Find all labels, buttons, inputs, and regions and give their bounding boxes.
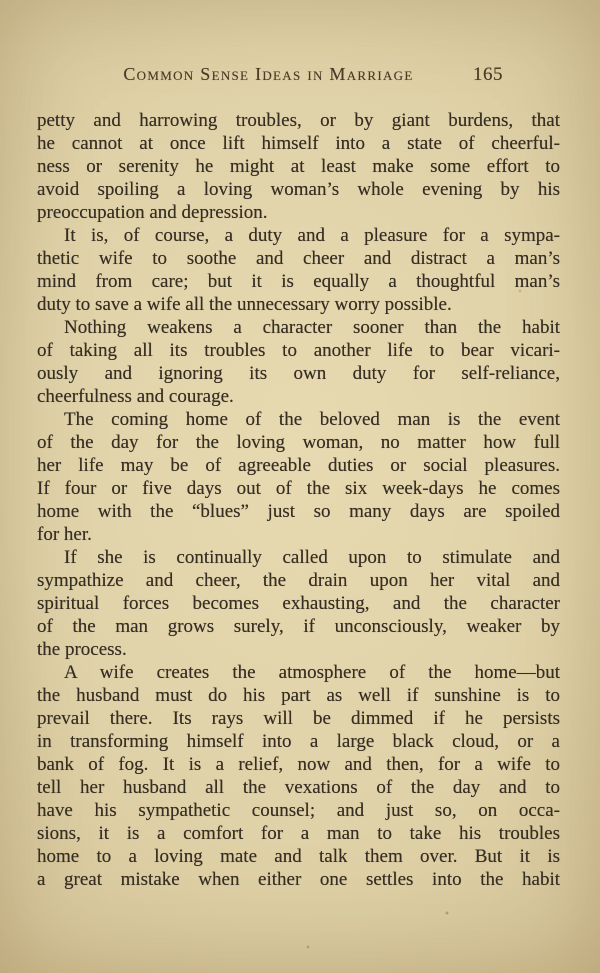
text-line: sympathize and cheer, the drain upon her vital and bbox=[37, 570, 560, 591]
text-line: sions, it is a comfort for a man to take his troubles bbox=[37, 823, 560, 844]
text-line: ness or serenity he might at least make some effort to bbox=[37, 156, 560, 177]
text-line: of the day for the loving woman, no matter how full bbox=[37, 432, 560, 453]
text-line: thetic wife to soothe and cheer and distract a man’s bbox=[37, 248, 560, 269]
text-line: mind from care; but it is equally a thoughtful man’s bbox=[37, 271, 560, 292]
text-line: have his sympathetic counsel; and just so, on occa- bbox=[37, 800, 560, 821]
text-line: petty and harrowing troubles, or by giant burdens, that bbox=[37, 110, 560, 131]
text-line: If four or five days out of the six week-days he comes bbox=[37, 478, 560, 499]
text-line: tell her husband all the vexations of the day and to bbox=[37, 777, 560, 798]
text-line: of taking all its troubles to another life to bear vicari- bbox=[37, 340, 560, 361]
running-head-title: Common Sense Ideas in Marriage bbox=[123, 64, 414, 84]
page-number: 165 bbox=[473, 64, 503, 85]
text-line: a great mistake when either one settles into the habit bbox=[37, 869, 560, 890]
text-line: cheerfulness and courage. bbox=[37, 386, 234, 407]
text-line: for her. bbox=[37, 524, 92, 545]
text-line: home with the “blues” just so many days are spoiled bbox=[37, 501, 560, 522]
paragraph bbox=[37, 109, 560, 224]
text-line: of the man grows surely, if unconsciously, weaker by bbox=[37, 616, 560, 637]
text-line: If she is continually called upon to stimulate and bbox=[64, 547, 560, 568]
paragraph bbox=[37, 316, 560, 408]
text-line: bank of fog. It is a relief, now and then, for a wife to bbox=[37, 754, 560, 775]
paragraph bbox=[37, 408, 560, 546]
text-line: A wife creates the atmosphere of the home—but bbox=[64, 662, 560, 683]
text-line: duty to save a wife all the unnecessary worry possible. bbox=[37, 294, 452, 315]
text-line: preoccupation and depression. bbox=[37, 202, 268, 223]
text-line: the husband must do his part as well if sunshine is to bbox=[37, 685, 560, 706]
text-line: in transforming himself into a large black cloud, or a bbox=[37, 731, 560, 752]
paragraph bbox=[37, 224, 560, 316]
page-header bbox=[37, 64, 560, 88]
text-line: The coming home of the beloved man is the event bbox=[64, 409, 560, 430]
paragraph bbox=[37, 661, 560, 891]
text-line: the process. bbox=[37, 639, 127, 660]
text-line: home to a loving mate and talk them over. But it is bbox=[37, 846, 560, 867]
text-line: ously and ignoring its own duty for self-reliance, bbox=[37, 363, 560, 384]
text-line: Nothing weakens a character sooner than the habit bbox=[64, 317, 560, 338]
text-line: It is, of course, a duty and a pleasure for a sympa- bbox=[64, 225, 560, 246]
text-line: prevail there. Its rays will be dimmed if he persists bbox=[37, 708, 560, 729]
paragraph bbox=[37, 546, 560, 661]
page-text bbox=[37, 109, 560, 891]
text-line: avoid spoiling a loving woman’s whole evening by his bbox=[37, 179, 560, 200]
text-line: he cannot at once lift himself into a state of cheerful- bbox=[37, 133, 560, 154]
text-line: spiritual forces becomes exhausting, and the character bbox=[37, 593, 560, 614]
text-line: her life may be of agreeable duties or social pleasures. bbox=[37, 455, 560, 476]
